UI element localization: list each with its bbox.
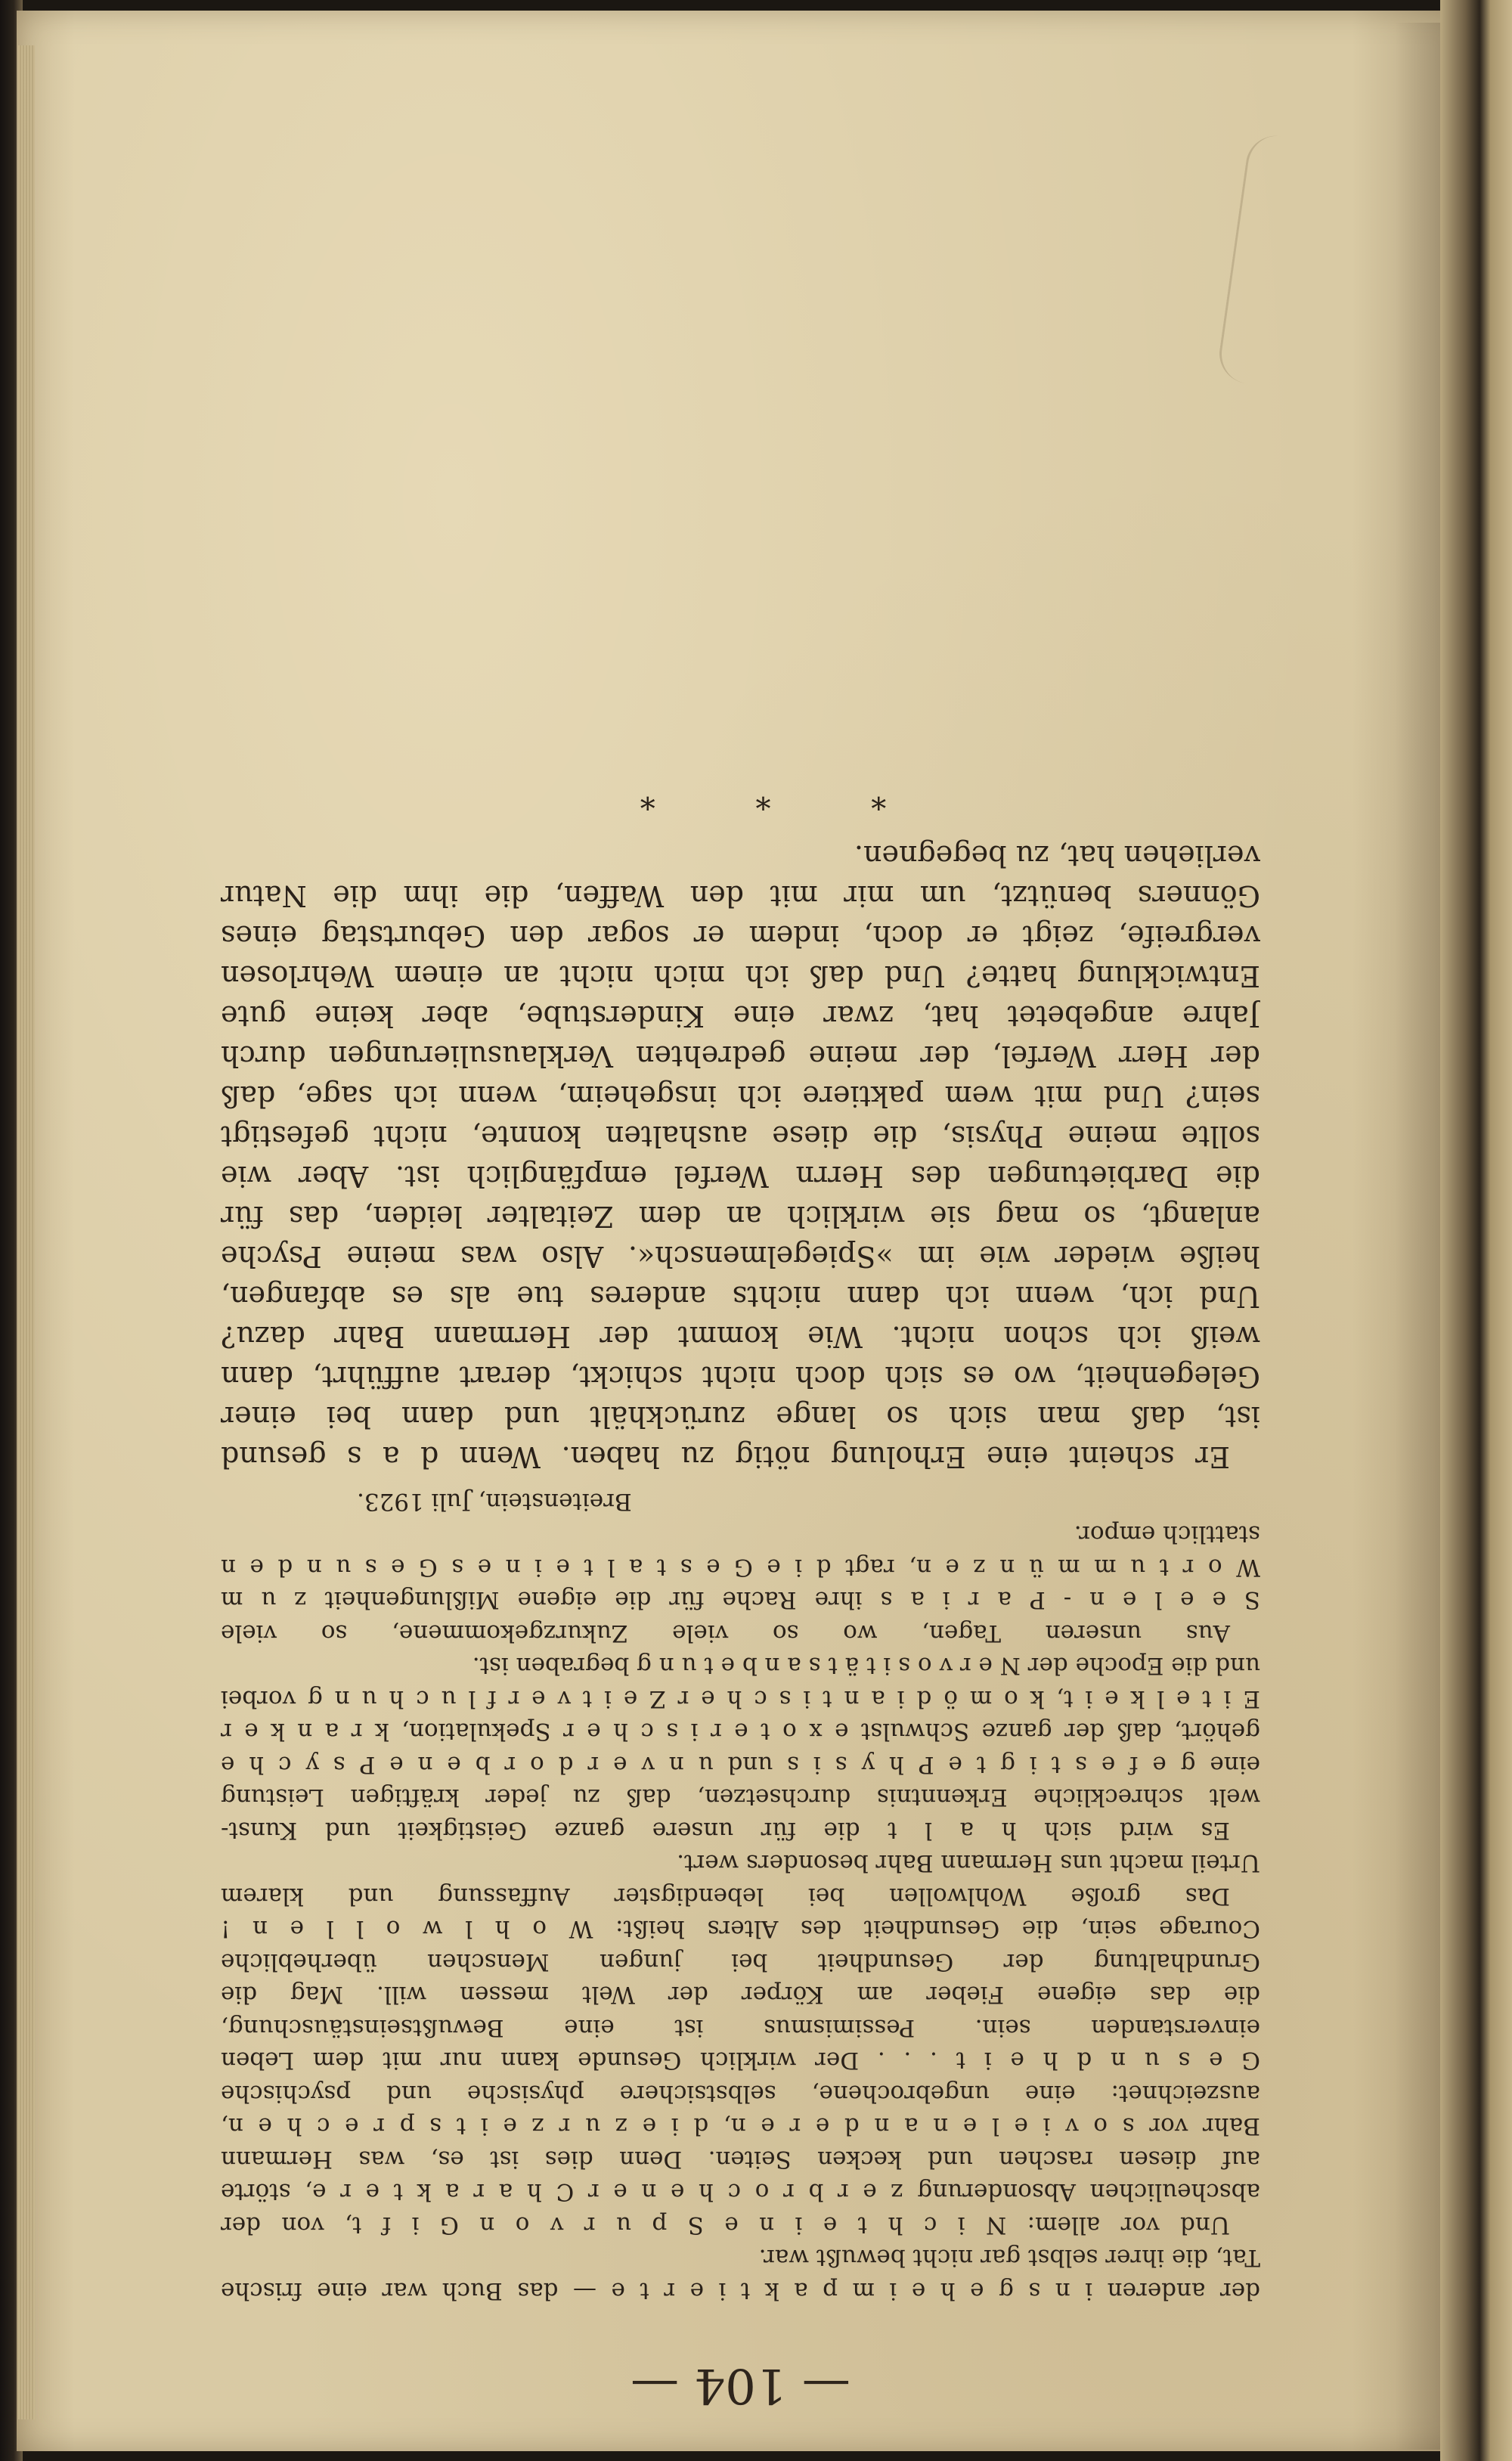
small-line: Aus unseren Tagen, wo so viele Zukurzgekommene, so viele <box>221 1619 1230 1647</box>
main-line: anlangt, so mag sie wirklich an dem Zeitalter leiden, das für <box>221 1200 1260 1234</box>
main-line: vergreife, zeigt er doch, indem er sogar den Geburtstag eines <box>221 919 1260 953</box>
small-line: G e s u n d h e i t . . . Der wirklich Gesunde kann nur mit dem Leben <box>221 2047 1260 2075</box>
small-line: eine g e f e s t i g t e P h y s i s und u n v e r d o r b e n e P s y c h e <box>221 1751 1260 1778</box>
small-line: S e e l e n - P a r i a s ihre Rache für die eigene Mißlungenheit z u m <box>221 1586 1260 1614</box>
small-line: gehört, daß der ganze Schwulst e x o t e r i s c h e r Spekulation, k r a n k e r <box>221 1718 1260 1746</box>
main-line: sollte meine Physis, die diese aushalten konnte, nicht gefestigt <box>221 1120 1260 1154</box>
small-line: Urteil macht uns Hermann Bahr besonders wert. <box>677 1849 1260 1877</box>
small-line: W o r t u m m ü n z e n, ragt d i e G e s t a l t e i n e s G e s u n d e n <box>221 1554 1260 1581</box>
stacked-page-edges <box>18 45 35 2419</box>
small-line: der anderen i n s g e h e i m p a k t i e r t e — das Buch war eine frische <box>221 2277 1260 2304</box>
main-line: Jahre angebetet hat, zwar eine Kinderstube, aber keine gute <box>221 1000 1260 1034</box>
small-line: Tat, die ihrer selbst gar nicht bewußt war. <box>758 2244 1260 2272</box>
main-line: Er scheint eine Erholung nötig zu haben. Wenn d a s gesund <box>221 1440 1230 1474</box>
small-line: auszeichnet: eine ungebrochene, selbstsichere physische und psychische <box>221 2080 1260 2107</box>
small-line: Und vor allem: N i c h t e i n e S p u r v o n G i f t, von der <box>221 2211 1230 2239</box>
small-line: und die Epoche der N e r v o s i t ä t s a n b e t u n g begraben ist. <box>472 1652 1260 1680</box>
main-line: Gelegenheit, wo es sich doch nicht schickt, derart aufführt, dann <box>221 1360 1260 1394</box>
small-line: Es wird sich h a l t die für unsere ganze Geistigkeit und Kunst- <box>221 1817 1230 1844</box>
printed-text-block-upside-down <box>221 597 1260 2419</box>
small-line: Das große Wohlwollen bei lebendigster Auffassung und klarem <box>221 1883 1230 1910</box>
main-line: sein? Und mit wem paktiere ich insgeheim, wenn ich sage, daß <box>221 1080 1260 1114</box>
main-line: heiße wieder wie im »Spiegelmensch«. Also was meine Psyche <box>221 1240 1260 1274</box>
main-line: ist, daß man sich so lange zurückhält und dann bei einer <box>221 1400 1260 1434</box>
signature-line: Breitenstein, Juli 1923. <box>357 1488 632 1515</box>
small-line: Bahr vor s o v i e l e n a n d e r e n, d i e z u r z e i t s p r e c h e n, <box>221 2112 1260 2140</box>
main-line: weiß ich schon nicht. Wie kommt der Hermann Bahr dazu? <box>221 1320 1260 1354</box>
small-line: Courage sein, die Gesundheit des Alters heißt: W o h l w o l l e n ! <box>221 1915 1260 1943</box>
small-line: auf diesen raschen und kecken Seiten. Denn dies ist es, was Hermann <box>221 2146 1260 2173</box>
small-line: Grundhaltung der Gesundheit bei jungen Menschen überhebliche <box>221 1948 1260 1976</box>
page-number: — 104 — <box>631 2357 850 2413</box>
small-line: E i t e l k e i t, k o m ö d i a n t i s c h e r Z e i t v e r f l u c h u n g vorbei <box>221 1685 1260 1712</box>
page-content <box>221 776 1260 2311</box>
main-line: Entwicklung hatte? Und daß ich mich nicht an einem Wehrlosen <box>221 959 1260 993</box>
quoted-review-block <box>221 1485 1260 2308</box>
main-line: Und ich, wenn ich dann nichts anderes tue als es abfangen, <box>221 1280 1260 1314</box>
small-line: die das eigene Fieber am Körper der Welt messen will. Mag die <box>221 1981 1260 2009</box>
small-line: abscheulichen Absonderung z e r b r o c h e n e r C h a r a k t e r e, störte <box>221 2178 1260 2206</box>
small-line: stattlich empor. <box>1074 1520 1260 1548</box>
main-line: Gönners benützt, um mir mit den Waffen, die ihm die Natur <box>221 879 1260 913</box>
main-text-block <box>221 776 1260 1477</box>
main-line: der Herr Werfel, der meine gedrehten Verklausulierungen durch <box>221 1040 1260 1074</box>
small-line: einverstanden sein. Pessimismus ist eine Bewußtseinstäuschung, <box>221 2014 1260 2041</box>
main-line: verliehen hat, zu begegnen. <box>854 839 1260 873</box>
main-line: die Darbietungen des Herrn Werfel empfänglich ist. Aber wie <box>221 1160 1260 1194</box>
small-line: welt schreckliche Erkenntnis durchsetzen, daß zu jeder kräftigen Leistung <box>221 1784 1260 1812</box>
section-separator-stars: * * * <box>594 780 887 816</box>
book-gutter <box>1440 0 1512 2461</box>
